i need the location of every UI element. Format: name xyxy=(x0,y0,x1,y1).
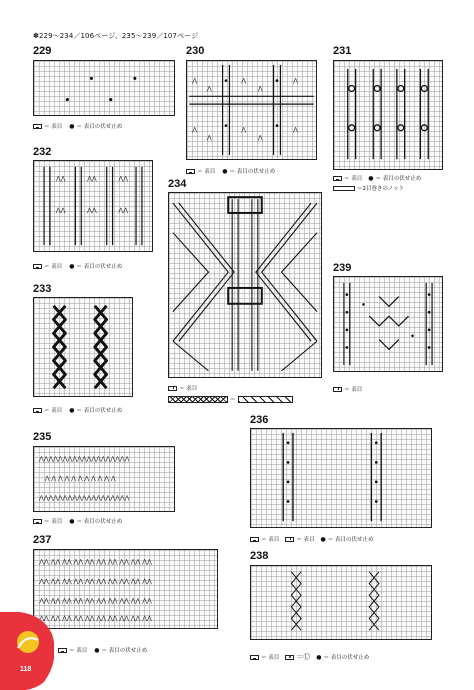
legend-235 xyxy=(33,517,122,525)
bobble-symbol-icon: ● xyxy=(94,646,100,654)
bobble-symbol-icon: ● xyxy=(69,122,75,130)
bobble-symbol-icon: ● xyxy=(69,406,75,414)
svg-text:⋀: ⋀ xyxy=(241,127,247,134)
knitting-chart-229 xyxy=(33,60,175,116)
svg-text:⋀⋀ ⋀⋀ ⋀⋀ ⋀⋀ ⋀⋀ ⋀⋀ ⋀⋀ ⋀⋀ ⋀⋀ ⋀⋀: ⋀⋀ ⋀⋀ ⋀⋀ ⋀⋀ ⋀⋀ ⋀⋀ ⋀⋀ ⋀⋀ ⋀⋀ ⋀⋀ xyxy=(39,559,152,566)
svg-text:⋀: ⋀ xyxy=(192,78,198,85)
legend-230-plain: ＝ 表目 xyxy=(197,169,216,175)
chart-233-symbols xyxy=(34,298,132,396)
purl-symbol-icon xyxy=(250,655,259,660)
legend-229-plain: ＝ 表目 xyxy=(44,124,63,130)
svg-text:⋀⋀: ⋀⋀ xyxy=(87,176,97,183)
svg-text:⋀: ⋀ xyxy=(241,78,247,85)
legend-230-knot: ＝ 表目の伏せ止め xyxy=(229,169,276,175)
legend-236 xyxy=(250,535,374,543)
svg-text:⋀ ⋀ ⋀ ⋀ ⋀ ⋀ ⋀ ⋀ ⋀ ⋀ ⋀: ⋀ ⋀ ⋀ ⋀ ⋀ ⋀ ⋀ ⋀ ⋀ ⋀ ⋀ xyxy=(44,475,116,482)
svg-text:⋀: ⋀ xyxy=(206,86,212,93)
legend-237-knot: ＝ 表目の伏せ止め xyxy=(101,648,148,654)
purl-symbol-icon xyxy=(33,264,42,269)
legend-231-knot: ＝ 表目の伏せ止め xyxy=(375,176,422,182)
legend-230 xyxy=(186,167,275,175)
chart-number-235: 235 xyxy=(33,431,52,443)
bobble-symbol-icon: ● xyxy=(368,174,374,182)
legend-235-knot: ＝ 表目の伏せ止め xyxy=(76,519,123,525)
legend-236-knot: ＝ 表目の伏せ止め xyxy=(327,537,374,543)
svg-text:⋀⋀⋀⋀⋀⋀⋀⋀⋀⋀⋀⋀⋀⋀⋀⋀⋀⋀⋀: ⋀⋀⋀⋀⋀⋀⋀⋀⋀⋀⋀⋀⋀⋀⋀⋀⋀⋀⋀ xyxy=(39,495,130,502)
legend-235-plain: ＝ 表目 xyxy=(44,519,63,525)
knitting-chart-236 xyxy=(250,428,432,528)
legend-234-cable: ＝ xyxy=(168,395,293,403)
legend-231-plain: ＝ 表目 xyxy=(344,176,363,182)
legend-232-plain: ＝ 表目 xyxy=(44,264,63,270)
knitting-chart-233 xyxy=(33,297,133,397)
legend-233 xyxy=(33,406,122,414)
purl-symbol-icon xyxy=(250,537,259,542)
svg-text:⋀⋀: ⋀⋀ xyxy=(87,207,97,214)
bobble-symbol-icon: ● xyxy=(316,653,322,661)
svg-text:⋀⋀ ⋀⋀ ⋀⋀ ⋀⋀ ⋀⋀ ⋀⋀ ⋀⋀ ⋀⋀ ⋀⋀ ⋀⋀: ⋀⋀ ⋀⋀ ⋀⋀ ⋀⋀ ⋀⋀ ⋀⋀ ⋀⋀ ⋀⋀ ⋀⋀ ⋀⋀ xyxy=(39,598,152,605)
legend-231-knot-wrap: ＝2目巻きのノット xyxy=(357,186,405,192)
legend-237-plain: ＝ 表目 xyxy=(69,648,88,654)
svg-text:⋀: ⋀ xyxy=(257,135,263,142)
legend-229 xyxy=(33,122,122,130)
legend-237 xyxy=(58,646,147,654)
legend-229-knot: ＝ 表目の伏せ止め xyxy=(76,124,123,130)
purl-symbol-icon xyxy=(186,169,195,174)
page-number: 118 xyxy=(20,666,32,673)
legend-232-knot: ＝ 表目の伏せ止め xyxy=(76,264,123,270)
chart-number-233: 233 xyxy=(33,283,52,295)
chart-number-231: 231 xyxy=(333,45,352,57)
chart-234-symbols xyxy=(169,193,321,377)
legend-231-extra xyxy=(333,184,404,192)
chart-number-234: 234 xyxy=(168,178,187,190)
svg-text:⋀⋀: ⋀⋀ xyxy=(55,176,66,183)
legend-234 xyxy=(168,384,197,392)
knitting-chart-237 xyxy=(33,549,218,629)
chart-number-238: 238 xyxy=(250,550,269,562)
chart-238-symbols xyxy=(251,566,431,639)
svg-text:⋀: ⋀ xyxy=(192,127,198,134)
page-header: ✽229〜234／106ページ、235〜239／107ページ xyxy=(33,32,199,40)
legend-238-plain: ＝ 表目 xyxy=(261,655,280,661)
chart-number-237: 237 xyxy=(33,534,52,546)
purl-symbol-icon xyxy=(33,124,42,129)
chart-236-symbols xyxy=(251,429,431,527)
knitting-chart-239 xyxy=(333,276,443,372)
legend-233-plain: ＝ 表目 xyxy=(44,408,63,414)
knit-symbol-icon xyxy=(333,387,342,392)
svg-text:⋀⋀ ⋀⋀ ⋀⋀ ⋀⋀ ⋀⋀ ⋀⋀ ⋀⋀ ⋀⋀ ⋀⋀ ⋀⋀: ⋀⋀ ⋀⋀ ⋀⋀ ⋀⋀ ⋀⋀ ⋀⋀ ⋀⋀ ⋀⋀ ⋀⋀ ⋀⋀ xyxy=(39,579,152,586)
chart-237-symbols xyxy=(34,550,217,628)
knitting-chart-234 xyxy=(168,192,322,378)
svg-text:⋀⋀: ⋀⋀ xyxy=(118,176,129,183)
bobble-symbol-icon: ● xyxy=(69,517,75,525)
purl-symbol-icon xyxy=(58,648,67,653)
chart-number-239: 239 xyxy=(333,262,352,274)
chart-231-symbols xyxy=(334,61,442,169)
chart-number-232: 232 xyxy=(33,146,52,158)
publisher-logo-icon xyxy=(0,612,54,690)
purl-symbol-icon xyxy=(33,519,42,524)
purl-symbol-icon xyxy=(333,176,342,181)
bobble-symbol-icon: ● xyxy=(320,535,326,543)
cable-symbol-icon xyxy=(168,396,228,403)
chart-239-symbols xyxy=(334,277,442,371)
chart-number-236: 236 xyxy=(250,414,269,426)
svg-text:⋀⋀: ⋀⋀ xyxy=(118,207,129,214)
knitting-chart-231 xyxy=(333,60,443,170)
bobble-symbol-icon: ● xyxy=(69,262,75,270)
knot-symbol-icon xyxy=(333,186,355,191)
legend-239 xyxy=(333,385,362,393)
knit-symbol-icon xyxy=(285,537,294,542)
cable-symbol-alt-icon xyxy=(238,396,293,403)
legend-238 xyxy=(250,652,369,662)
legend-236-plain: ＝ 表目 xyxy=(261,537,280,543)
knit-symbol-icon xyxy=(168,386,177,391)
chart-number-230: 230 xyxy=(186,45,205,57)
bobble-symbol-icon: ● xyxy=(222,167,228,175)
chart-232-symbols xyxy=(34,161,152,251)
chart-230-symbols xyxy=(187,61,316,159)
svg-text:⋀: ⋀ xyxy=(293,127,298,134)
chart-229-symbols xyxy=(34,61,174,115)
knitting-chart-235 xyxy=(33,446,175,512)
chart-number-229: 229 xyxy=(33,45,52,57)
legend-236-plain-2: ＝ 表目 xyxy=(296,537,315,543)
legend-234-plain: ＝ 表目 xyxy=(179,386,198,392)
svg-text:⋀⋀⋀⋀⋀⋀⋀⋀⋀⋀⋀⋀⋀⋀⋀⋀⋀⋀⋀: ⋀⋀⋀⋀⋀⋀⋀⋀⋀⋀⋀⋀⋀⋀⋀⋀⋀⋀⋀ xyxy=(39,456,130,463)
knitting-chart-238 xyxy=(250,565,432,640)
knitting-chart-232 xyxy=(33,160,153,252)
svg-text:⋀: ⋀ xyxy=(206,135,212,142)
svg-text:⋀⋀ ⋀⋀ ⋀⋀ ⋀⋀ ⋀⋀ ⋀⋀ ⋀⋀ ⋀⋀ ⋀⋀ ⋀⋀: ⋀⋀ ⋀⋀ ⋀⋀ ⋀⋀ ⋀⋀ ⋀⋀ ⋀⋀ ⋀⋀ ⋀⋀ ⋀⋀ xyxy=(39,616,152,623)
chart-235-symbols xyxy=(34,447,174,511)
legend-233-knot: ＝ 表目の伏せ止め xyxy=(76,408,123,414)
svg-text:⋀⋀: ⋀⋀ xyxy=(55,207,66,214)
legend-232 xyxy=(33,262,122,270)
svg-text:⋀: ⋀ xyxy=(257,86,263,93)
svg-text:⋀: ⋀ xyxy=(293,78,298,85)
knitting-chart-230 xyxy=(186,60,317,160)
bobble-box-icon xyxy=(285,655,294,660)
legend-238-knot: ＝ 表目の伏せ止め xyxy=(323,655,370,661)
purl-symbol-icon xyxy=(33,408,42,413)
twist-symbol-icon: ＝Ⓤ xyxy=(296,653,311,661)
legend-231 xyxy=(333,174,421,182)
legend-239-plain: ＝ 表目 xyxy=(344,387,363,393)
